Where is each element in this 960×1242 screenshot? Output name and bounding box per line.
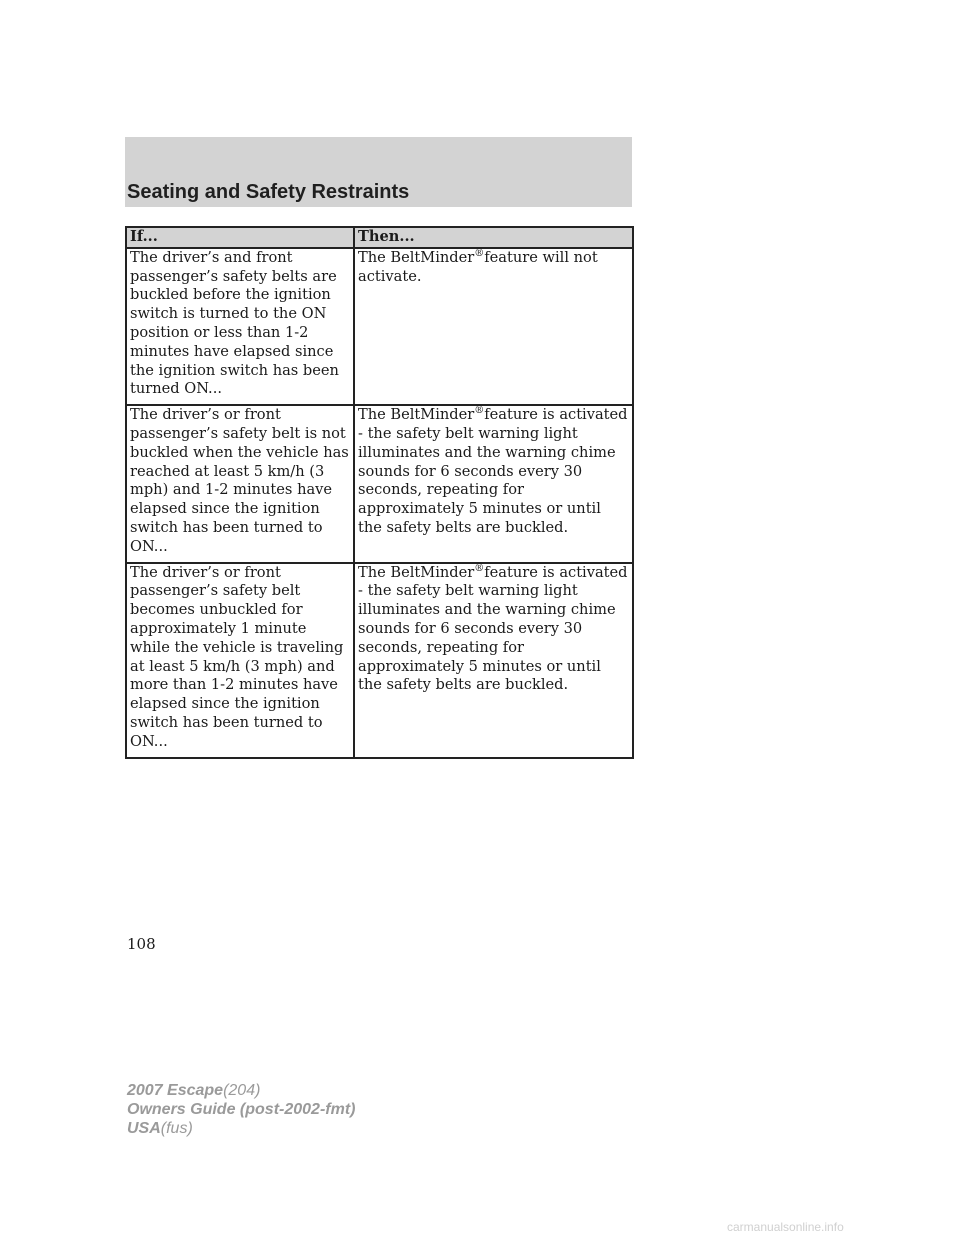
result-text-start: The BeltMinder <box>358 563 475 581</box>
result-text-end: feature will not activate. <box>358 248 598 285</box>
footer-line-model <box>127 1081 355 1100</box>
column-header-if: If... <box>126 227 354 248</box>
site-watermark: carmanualsonline.info <box>727 1220 844 1234</box>
registered-mark: ® <box>474 562 485 574</box>
registered-mark: ® <box>474 405 485 417</box>
table-row <box>126 405 633 562</box>
condition-cell: The driver’s or front passenger’s safety belt is not buckled when the vehicle has reached at least 5 km/h (3 mph) and 1-2 minutes have elapsed since the ignition switch has been turned to ON... <box>126 405 354 562</box>
footer-line-guide <box>127 1100 355 1119</box>
result-text-end: feature is activated - the safety belt warning light illuminates and the warning chime sounds for 6 seconds every 30 seconds, repeating for approximately 5 minutes or until the safety belts are buckled. <box>358 563 628 694</box>
result-text-start: The BeltMinder <box>358 248 475 266</box>
result-cell <box>354 405 633 562</box>
result-text-start: The BeltMinder <box>358 406 475 424</box>
table-row <box>126 563 633 758</box>
section-title: Seating and Safety Restraints <box>127 181 410 203</box>
table-row <box>126 248 633 405</box>
result-cell <box>354 248 633 405</box>
registered-mark: ® <box>474 247 485 259</box>
footer-model: 2007 Escape <box>127 1082 224 1099</box>
condition-cell: The driver’s and front passenger’s safety belts are buckled before the ignition switch is turned to the ON position or less than 1-2 minutes have elapsed since the ignition switch has been turned ON... <box>126 248 354 405</box>
footer-model-code: (204) <box>223 1082 261 1099</box>
beltminder-table <box>125 226 634 759</box>
footer-region: USA <box>127 1120 161 1137</box>
result-text-end: feature is activated - the safety belt warning light illuminates and the warning chime sounds for 6 seconds every 30 seconds, repeating for approximately 5 minutes or until the safety belts are buckled. <box>358 406 628 536</box>
footer-guide: Owners Guide (post-2002-fmt) <box>127 1101 356 1118</box>
result-cell <box>354 563 633 758</box>
document-footer <box>127 1081 355 1138</box>
table-header-row <box>126 227 633 248</box>
column-header-then: Then... <box>354 227 633 248</box>
footer-region-code: (fus) <box>160 1120 193 1137</box>
condition-cell: The driver’s or front passenger’s safety belt becomes unbuckled for approximately 1 minute while the vehicle is traveling at least 5 km/h (3 mph) and more than 1-2 minutes have elapsed since the ignition switch has been turned to ON... <box>126 563 354 758</box>
footer-line-region <box>127 1119 355 1138</box>
page-number: 108 <box>127 935 156 953</box>
